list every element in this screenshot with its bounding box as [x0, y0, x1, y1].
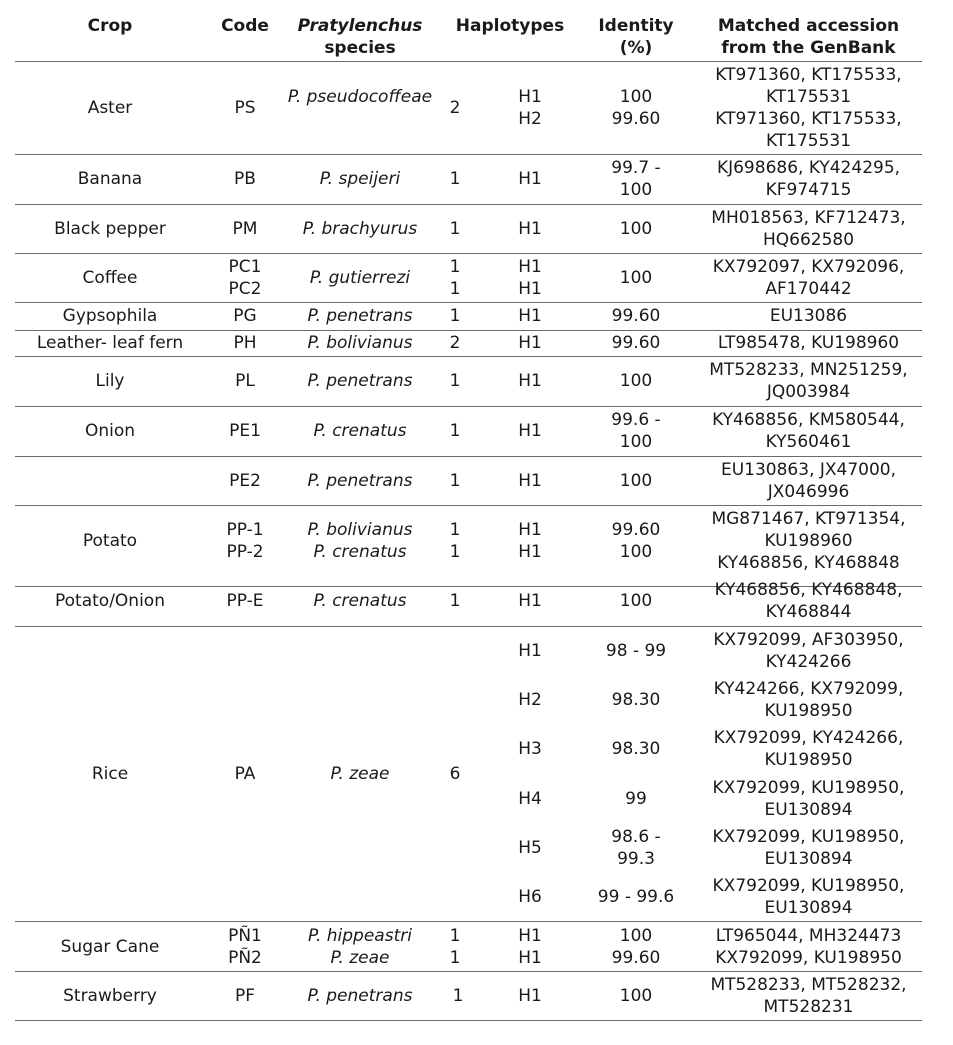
row-coffee-code-2: PC2 [228, 279, 262, 299]
row-rice-accession-1: KX792099, AF303950, KY424266 [713, 630, 904, 672]
row-sugar-cane-hap-2: H1 [518, 948, 542, 968]
row-potato-onion-identity: 100 [619, 591, 653, 611]
row-coffee-identity: 100 [619, 268, 653, 288]
row-rule [15, 302, 922, 303]
row-potato-species-2: P. crenatus [313, 542, 407, 562]
row-aster-identity-2: 99.60 [611, 109, 661, 129]
row-potato-code-1: PP-1 [226, 520, 264, 540]
row-onion-haplotypes: 1 [449, 421, 461, 441]
header-accession-line2: from the GenBank [721, 38, 896, 58]
row-rice-identity-5: 98.6 - 99.3 [611, 827, 661, 869]
row-onion-species: P. crenatus [313, 421, 407, 441]
row-sugar-cane-accession-2: KX792099, KU198950 [715, 948, 902, 968]
row-coffee-accession: KX792097, KX792096, AF170442 [712, 257, 905, 299]
row-lily-species: P. penetrans [307, 371, 413, 391]
row-lily-crop: Lily [95, 371, 125, 391]
row-leather-leaf-fern-hap: H1 [518, 333, 542, 353]
row-rice-species: P. zeae [330, 764, 390, 784]
row-banana-crop: Banana [77, 169, 143, 189]
row-potato-species-1: P. bolivianus [307, 520, 413, 540]
row-onion-crop: Onion [84, 421, 136, 441]
row-potato-accession-2: KY468856, KY468848 [717, 553, 900, 573]
header-crop: Crop [87, 16, 133, 36]
row-banana-identity: 99.7 - 100 [611, 158, 661, 200]
row-coffee-hap-2: H1 [518, 279, 542, 299]
row-rice-identity-4: 99 [625, 789, 647, 809]
row-black-pepper-crop: Black pepper [54, 219, 166, 239]
row-banana-code: PB [234, 169, 256, 189]
row-rice-hap-5: H5 [518, 838, 542, 858]
row-onion-2-hap: H1 [518, 471, 542, 491]
row-black-pepper-code: PM [232, 219, 258, 239]
row-sugar-cane-identity-2: 99.60 [611, 948, 661, 968]
row-potato-onion-species: P. crenatus [313, 591, 407, 611]
row-rice-crop: Rice [91, 764, 129, 784]
row-rule [15, 154, 922, 155]
row-gypsophila-code: PG [233, 306, 257, 326]
row-aster-accession-1: KT971360, KT175533, KT175531 [715, 65, 902, 107]
row-sugar-cane-species-1: P. hippeastri [308, 926, 412, 946]
row-coffee-code-1: PC1 [228, 257, 262, 277]
row-rice-identity-1: 98 - 99 [605, 641, 667, 661]
row-gypsophila-accession: EU13086 [769, 306, 848, 326]
header-identity-line2: (%) [619, 38, 653, 58]
row-potato-haplotypes-2: 1 [449, 542, 461, 562]
row-rice-accession-6: KX792099, KU198950, EU130894 [712, 876, 905, 918]
row-rice-accession-2: KY424266, KX792099, KU198950 [713, 679, 904, 721]
header-species [280, 15, 440, 59]
row-rice-hap-1: H1 [518, 641, 542, 661]
row-aster-code: PS [234, 98, 256, 118]
row-rule [15, 626, 922, 627]
row-potato-onion-hap: H1 [518, 591, 542, 611]
row-strawberry-haplotypes: 1 [452, 986, 464, 1006]
row-black-pepper-haplotypes: 1 [449, 219, 461, 239]
row-sugar-cane-hap-1: H1 [518, 926, 542, 946]
row-leather-leaf-fern-species: P. bolivianus [307, 333, 413, 353]
row-sugar-cane-accession-1: LT965044, MH324473 [715, 926, 902, 946]
row-gypsophila-haplotypes: 1 [449, 306, 461, 326]
row-aster-species: P. pseudocoffeae [287, 87, 433, 107]
row-potato-hap-2: H1 [518, 542, 542, 562]
row-sugar-cane-crop: Sugar Cane [60, 937, 160, 957]
row-sugar-cane-haplotypes-2: 1 [449, 948, 461, 968]
row-rule [15, 253, 922, 254]
row-sugar-cane-species-2: P. zeae [330, 948, 390, 968]
row-potato-onion-code: PP-E [226, 591, 264, 611]
row-aster-accession-2: KT971360, KT175533, KT175531 [715, 109, 902, 151]
row-potato-haplotypes-1: 1 [449, 520, 461, 540]
row-strawberry-code: PF [234, 986, 256, 1006]
header-species-word: species [324, 38, 396, 58]
row-leather-leaf-fern-code: PH [233, 333, 257, 353]
row-banana-species: P. speijeri [319, 169, 401, 189]
row-rice-identity-6: 99 - 99.6 [597, 887, 675, 907]
row-onion-2-code: PE2 [229, 471, 261, 491]
row-potato-code-2: PP-2 [226, 542, 264, 562]
header-identity-line1: Identity [598, 16, 674, 36]
row-aster-crop: Aster [87, 98, 133, 118]
header-code: Code [221, 16, 269, 36]
row-potato-identity-1: 99.60 [611, 520, 661, 540]
header-identity [580, 15, 692, 59]
row-onion-2-haplotypes: 1 [449, 471, 461, 491]
row-lily-identity: 100 [619, 371, 653, 391]
row-potato-accession-1: MG871467, KT971354, KU198960 [711, 509, 906, 551]
row-potato-onion-crop: Potato/Onion [55, 591, 165, 611]
row-aster-identity-1: 100 [619, 87, 653, 107]
row-gypsophila-species: P. penetrans [307, 306, 413, 326]
header-accession [695, 15, 922, 59]
row-lily-code: PL [235, 371, 255, 391]
row-rice-hap-6: H6 [518, 887, 542, 907]
row-rice-code: PA [234, 764, 256, 784]
table-bottom-rule [15, 1020, 922, 1021]
row-black-pepper-species: P. brachyurus [302, 219, 418, 239]
row-sugar-cane-code-1: PÑ1 [228, 926, 262, 946]
row-rule [15, 204, 922, 205]
row-potato-identity-2: 100 [619, 542, 653, 562]
row-rice-haplotypes: 6 [449, 764, 461, 784]
row-coffee-species: P. gutierrezi [309, 268, 411, 288]
row-rule [15, 406, 922, 407]
row-lily-haplotypes: 1 [449, 371, 461, 391]
row-leather-leaf-fern-accession: LT985478, KU198960 [717, 333, 900, 353]
row-rice-identity-3: 98.30 [611, 739, 661, 759]
row-coffee-haplotypes-1: 1 [449, 257, 461, 277]
row-rice-accession-3: KX792099, KY424266, KU198950 [713, 728, 904, 770]
row-leather-leaf-fern-crop: Leather- leaf fern [36, 333, 184, 353]
row-strawberry-accession: MT528233, MT528232, MT528231 [710, 975, 907, 1017]
row-leather-leaf-fern-identity: 99.60 [611, 333, 661, 353]
row-aster-haplotypes: 2 [449, 98, 461, 118]
row-rule [15, 505, 922, 506]
row-potato-onion-haplotypes: 1 [449, 591, 461, 611]
row-aster-hap-2: H2 [518, 109, 542, 129]
row-rule [15, 921, 922, 922]
row-black-pepper-accession: MH018563, KF712473, HQ662580 [711, 208, 906, 250]
row-sugar-cane-haplotypes-1: 1 [449, 926, 461, 946]
row-rule [15, 456, 922, 457]
row-rule [15, 356, 922, 357]
row-banana-accession: KJ698686, KY424295, KF974715 [716, 158, 901, 200]
header-rule [15, 61, 922, 62]
row-rice-hap-4: H4 [518, 789, 542, 809]
row-coffee-hap-1: H1 [518, 257, 542, 277]
row-potato-hap-1: H1 [518, 520, 542, 540]
row-lily-hap: H1 [518, 371, 542, 391]
row-onion-hap: H1 [518, 421, 542, 441]
row-lily-accession: MT528233, MN251259, JQ003984 [709, 360, 908, 402]
row-rule [15, 330, 922, 331]
row-strawberry-hap: H1 [518, 986, 542, 1006]
row-coffee-crop: Coffee [82, 268, 138, 288]
header-species-genus: Pratylenchus [297, 16, 423, 36]
row-strawberry-identity: 100 [619, 986, 653, 1006]
row-gypsophila-crop: Gypsophila [62, 306, 158, 326]
row-potato-crop: Potato [82, 531, 138, 551]
row-rice-accession-4: KX792099, KU198950, EU130894 [712, 778, 905, 820]
row-rice-hap-2: H2 [518, 690, 542, 710]
header-haplotypes: Haplotypes [455, 16, 565, 36]
row-onion-accession: KY468856, KM580544, KY560461 [712, 410, 905, 452]
row-rice-identity-2: 98.30 [611, 690, 661, 710]
row-onion-code: PE1 [229, 421, 261, 441]
row-onion-identity: 99.6 - 100 [611, 410, 661, 452]
row-rule [15, 971, 922, 972]
row-gypsophila-hap: H1 [518, 306, 542, 326]
row-strawberry-species: P. penetrans [307, 986, 413, 1006]
row-rice-hap-3: H3 [518, 739, 542, 759]
row-aster-hap-1: H1 [518, 87, 542, 107]
row-onion-2-accession: EU130863, JX47000, JX046996 [720, 460, 897, 502]
row-gypsophila-identity: 99.60 [611, 306, 661, 326]
row-leather-leaf-fern-haplotypes: 2 [449, 333, 461, 353]
row-rice-accession-5: KX792099, KU198950, EU130894 [712, 827, 905, 869]
row-banana-hap: H1 [518, 169, 542, 189]
row-strawberry-crop: Strawberry [63, 986, 157, 1006]
row-sugar-cane-identity-1: 100 [619, 926, 653, 946]
row-banana-haplotypes: 1 [449, 169, 461, 189]
row-black-pepper-hap: H1 [518, 219, 542, 239]
row-onion-2-species: P. penetrans [307, 471, 413, 491]
row-potato-onion-accession: KY468856, KY468848, KY468844 [714, 580, 903, 622]
row-coffee-haplotypes-2: 1 [449, 279, 461, 299]
row-onion-2-identity: 100 [619, 471, 653, 491]
header-accession-line1: Matched accession [717, 16, 900, 36]
row-sugar-cane-code-2: PÑ2 [228, 948, 262, 968]
row-black-pepper-identity: 100 [619, 219, 653, 239]
